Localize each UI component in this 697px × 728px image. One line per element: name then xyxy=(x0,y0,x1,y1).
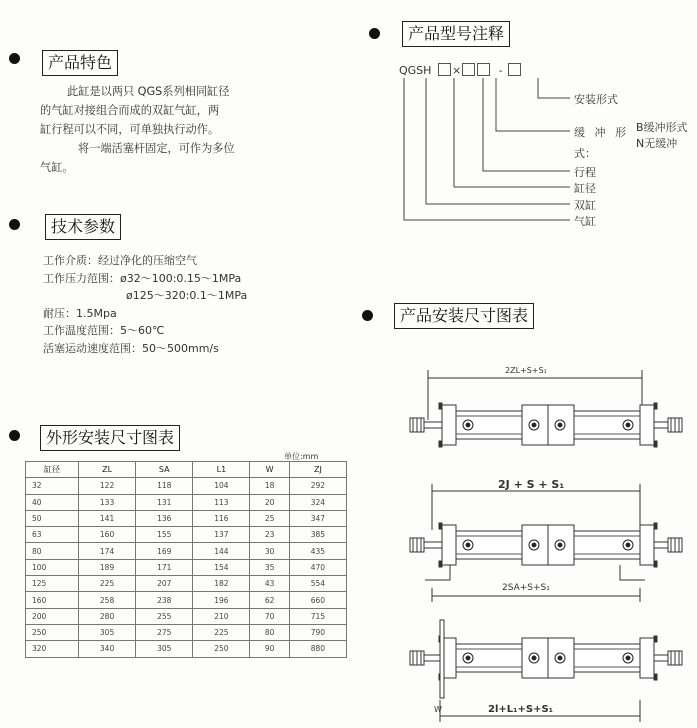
cushion-n-option: N无缓冲 xyxy=(636,137,678,150)
table-cell: 189 xyxy=(79,559,136,575)
cylinder-drawing xyxy=(410,636,682,680)
table-cell: 23 xyxy=(250,527,289,543)
table-cell: 70 xyxy=(250,608,289,624)
table-cell: 660 xyxy=(289,592,346,608)
table-cell: 144 xyxy=(193,543,250,559)
table-cell: 63 xyxy=(26,527,79,543)
table-cell: 100 xyxy=(26,559,79,575)
table-cell: 275 xyxy=(136,624,193,640)
features-line: 的气缸对接组合而成的双缸气缸，两 xyxy=(40,104,220,117)
table-cell: 125 xyxy=(26,576,79,592)
table-cell: 347 xyxy=(289,510,346,526)
table-cell: 160 xyxy=(79,527,136,543)
column-header: ZJ xyxy=(289,462,346,478)
foot-bracket xyxy=(620,565,645,580)
table-cell: 154 xyxy=(193,559,250,575)
spec-line: 活塞运动速度范围：50～500mm/s xyxy=(43,341,219,355)
table-cell: 169 xyxy=(136,543,193,559)
table-cell: 160 xyxy=(26,592,79,608)
double-label: 双缸 xyxy=(574,199,596,212)
model-title: 产品型号注释 xyxy=(402,21,510,47)
table-cell: 50 xyxy=(26,510,79,526)
table-cell: 258 xyxy=(79,592,136,608)
table-cell: 40 xyxy=(26,494,79,510)
table-cell: 292 xyxy=(289,478,346,494)
table-cell: 182 xyxy=(193,576,250,592)
table-cell: 131 xyxy=(136,494,193,510)
table-cell: 80 xyxy=(250,624,289,640)
table-cell: 207 xyxy=(136,576,193,592)
table-cell: 340 xyxy=(79,641,136,657)
spec-line: ø125～320:0.1～1MPa xyxy=(126,289,248,302)
table-cell: 305 xyxy=(79,624,136,640)
table-cell: 133 xyxy=(79,494,136,510)
dim-label-1: 2ZL+S+S₁ xyxy=(505,366,547,375)
model-prefix: QGSH xyxy=(399,64,432,77)
table-cell: 225 xyxy=(79,576,136,592)
table-cell: 25 xyxy=(250,510,289,526)
table-cell: 113 xyxy=(193,494,250,510)
table-cell: 155 xyxy=(136,527,193,543)
dim-label-2: 2J + S + S₁ xyxy=(498,478,565,491)
dash-sign: - xyxy=(498,64,503,77)
table-cell: 20 xyxy=(250,494,289,510)
table-cell: 255 xyxy=(136,608,193,624)
features-line: 此缸是以两只 QGS系列相同缸径 xyxy=(67,85,230,98)
column-header: L1 xyxy=(193,462,250,478)
spec-line: 工作介质：经过净化的压缩空气 xyxy=(43,254,197,267)
cylinder-drawing xyxy=(410,523,682,567)
table-cell: 880 xyxy=(289,641,346,657)
table-cell: 32 xyxy=(26,478,79,494)
cushion-b-option: B缓冲形式 xyxy=(636,121,688,134)
features-line: 气缸。 xyxy=(40,161,74,174)
table-cell: 43 xyxy=(250,576,289,592)
install-title: 产品安装尺寸图表 xyxy=(394,303,534,329)
specs-title: 技术参数 xyxy=(45,214,121,240)
times-sign: × xyxy=(451,64,462,77)
table-cell: 90 xyxy=(250,641,289,657)
stroke-label: 行程 xyxy=(574,166,596,179)
table-cell: 174 xyxy=(79,543,136,559)
table-cell: 141 xyxy=(79,510,136,526)
column-header: W xyxy=(250,462,289,478)
table-cell: 62 xyxy=(250,592,289,608)
cushion-label: 缓 冲 形 xyxy=(574,126,629,139)
table-cell: 320 xyxy=(26,641,79,657)
table-cell: 35 xyxy=(250,559,289,575)
table-cell: 280 xyxy=(79,608,136,624)
table-cell: 554 xyxy=(289,576,346,592)
features-title: 产品特色 xyxy=(42,50,118,76)
table-cell: 104 xyxy=(193,478,250,494)
table-cell: 324 xyxy=(289,494,346,510)
spec-line: 耐压：1.5Mpa xyxy=(43,306,117,320)
cylinder-label: 气缸 xyxy=(574,215,596,228)
table-cell: 470 xyxy=(289,559,346,575)
table-cell: 210 xyxy=(193,608,250,624)
table-cell: 137 xyxy=(193,527,250,543)
column-header: 缸径 xyxy=(26,462,79,478)
w-label: W xyxy=(434,705,442,714)
features-line: 缸行程可以不同，可单独执行动作。 xyxy=(40,123,220,136)
table-cell: 435 xyxy=(289,543,346,559)
dim-label-3: 2SA+S+S₁ xyxy=(502,583,550,593)
cushion-label-2: 式： xyxy=(574,147,596,160)
dim-label-4: 2l+L₁+S+S₁ xyxy=(488,704,554,715)
features-line: 将一端活塞杆固定，可作为多位 xyxy=(78,142,235,155)
table-cell: 196 xyxy=(193,592,250,608)
table-cell: 136 xyxy=(136,510,193,526)
flange-plate xyxy=(440,620,444,698)
table-cell: 238 xyxy=(136,592,193,608)
mount-form-label: 安装形式 xyxy=(574,93,618,106)
cylinder-drawing xyxy=(410,403,682,447)
table-cell: 715 xyxy=(289,608,346,624)
table-cell: 118 xyxy=(136,478,193,494)
table-cell: 305 xyxy=(136,641,193,657)
table-cell: 122 xyxy=(79,478,136,494)
column-header: ZL xyxy=(79,462,136,478)
foot-bracket xyxy=(425,565,450,580)
table-cell: 200 xyxy=(26,608,79,624)
column-header: SA xyxy=(136,462,193,478)
spec-line: 工作压力范围：ø32～100:0.15～1MPa xyxy=(43,271,242,285)
spec-line: 工作温度范围：5～60℃ xyxy=(43,324,165,337)
table-cell: 225 xyxy=(193,624,250,640)
bore-label: 缸径 xyxy=(574,182,596,195)
table-cell: 250 xyxy=(26,624,79,640)
table-cell: 116 xyxy=(193,510,250,526)
table-cell: 80 xyxy=(26,543,79,559)
table-cell: 385 xyxy=(289,527,346,543)
unit-label: 单位:mm xyxy=(284,452,319,461)
table-cell: 30 xyxy=(250,543,289,559)
table-cell: 18 xyxy=(250,478,289,494)
table-cell: 790 xyxy=(289,624,346,640)
outline-table-title: 外形安装尺寸图表 xyxy=(40,425,180,451)
table-cell: 250 xyxy=(193,641,250,657)
table-cell: 171 xyxy=(136,559,193,575)
